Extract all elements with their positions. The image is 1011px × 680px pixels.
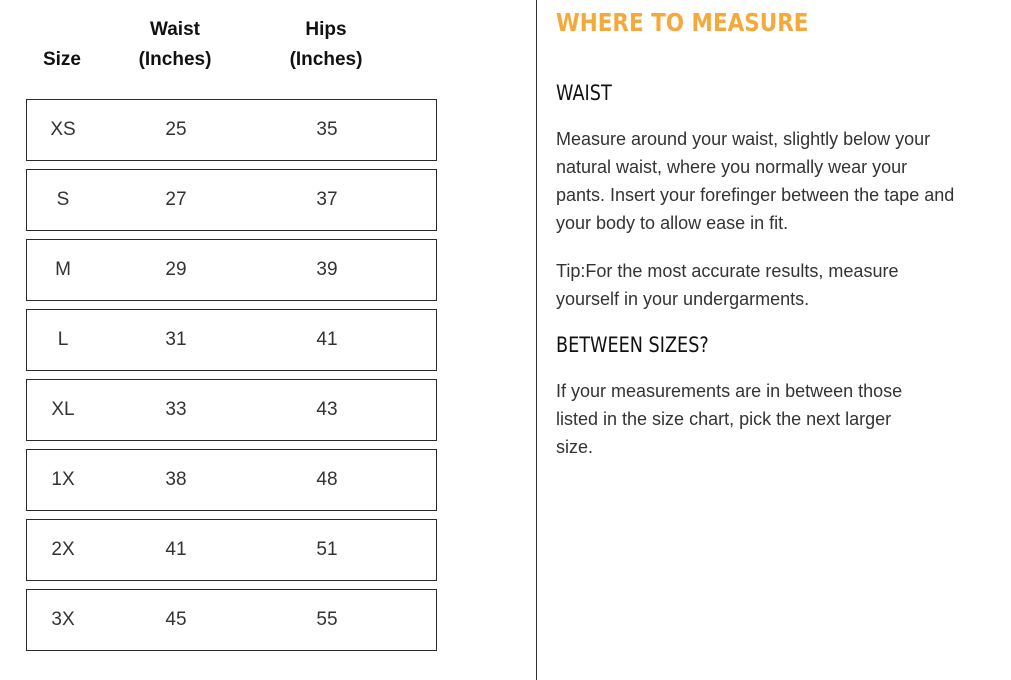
header-hips-label: Hips <box>305 19 347 40</box>
waist-heading: WAIST <box>556 81 612 105</box>
hips-cell: 51 <box>316 539 338 560</box>
hips-cell: 39 <box>316 259 338 280</box>
vertical-divider <box>536 0 537 680</box>
waist-cell: 31 <box>165 329 187 350</box>
table-row <box>26 309 437 371</box>
waist-cell: 29 <box>165 259 187 280</box>
size-cell: XL <box>51 399 75 420</box>
size-rows <box>26 99 437 659</box>
header-waist-unit: (Inches) <box>138 49 212 70</box>
header-hips-unit: (Inches) <box>289 49 363 70</box>
hips-cell: 48 <box>316 469 338 490</box>
table-row <box>26 99 437 161</box>
hips-cell: 37 <box>316 189 338 210</box>
waist-cell: 38 <box>165 469 187 490</box>
hips-cell: 43 <box>316 399 338 420</box>
size-cell: 2X <box>51 539 75 560</box>
guide-title: WHERE TO MEASURE <box>556 8 809 37</box>
between-sizes-text: If your measurements are in between those listed in the size chart, pick the next larger size. <box>556 381 903 457</box>
table-row <box>26 589 437 651</box>
header-waist-label: Waist <box>150 19 200 40</box>
size-cell: S <box>56 189 70 210</box>
header-waist <box>120 15 230 75</box>
hips-cell: 55 <box>316 609 338 630</box>
waist-cell: 25 <box>165 119 187 140</box>
waist-cell: 45 <box>165 609 187 630</box>
hips-cell: 35 <box>316 119 338 140</box>
waist-cell: 41 <box>165 539 187 560</box>
tip-text: Tip:For the most accurate results, measure yourself in your undergarments. <box>556 261 899 309</box>
waist-instructions: Measure around your waist, slightly below your natural waist, where you normally wear your pants. Insert your forefinger between the tape and your body to allow ease in fit. <box>556 129 955 233</box>
waist-cell: 33 <box>165 399 187 420</box>
header-size <box>27 45 97 75</box>
size-cell: XS <box>50 119 76 140</box>
size-cell: 3X <box>51 609 75 630</box>
table-row <box>26 239 437 301</box>
header-hips <box>271 15 381 75</box>
table-row <box>26 169 437 231</box>
hips-cell: 41 <box>316 329 338 350</box>
table-row <box>26 519 437 581</box>
size-cell: L <box>57 329 69 350</box>
table-row <box>26 379 437 441</box>
table-row <box>26 449 437 511</box>
size-cell: 1X <box>51 469 75 490</box>
between-sizes-heading: BETWEEN SIZES? <box>556 333 709 357</box>
size-cell: M <box>55 259 71 280</box>
waist-cell: 27 <box>165 189 187 210</box>
header-size-label: Size <box>42 49 82 70</box>
